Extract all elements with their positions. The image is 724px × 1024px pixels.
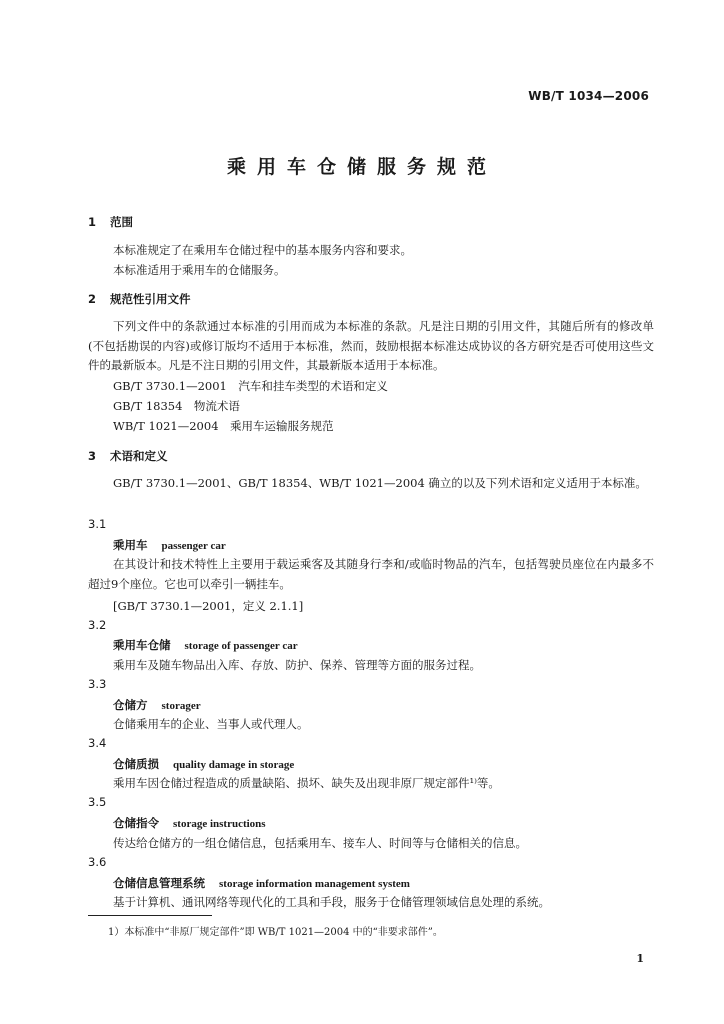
term-definition: 乘用车及随车物品出入库、存放、防护、保养、管理等方面的服务过程。 — [113, 658, 481, 672]
paragraph: 下列文件中的条款通过本标准的引用而成为本标准的条款。凡是注日期的引用文件，其随后所有的修改单(不包括勘误的内容)或修订版均不适用于本标准，然而，鼓励根据本标准达成协议的各方研究是否可使用这些文件的最新版本。凡是不注日期的引用文件，其最新版本适用于本标准。 — [88, 319, 654, 372]
clause-number: 3.6 — [88, 855, 107, 869]
section-number: 2 — [88, 292, 97, 306]
reference-item: WB/T 1021—2004 乘用车运输服务规范 — [113, 419, 334, 433]
term-en: storage of passenger car — [184, 640, 298, 652]
term-definition: 乘用车因仓储过程造成的质量缺陷、损坏、缺失及出现非原厂规定部件¹⁾等。 — [113, 776, 500, 790]
term-zh: 乘用车 — [113, 538, 148, 552]
term-definition: 基于计算机、通讯网络等现代化的工具和手段，服务于仓储管理领域信息处理的系统。 — [113, 895, 550, 909]
clause-number: 3.3 — [88, 677, 107, 691]
term-definition: 仓储乘用车的企业、当事人或代理人。 — [113, 717, 309, 731]
term-zh: 仓储信息管理系统 — [113, 876, 205, 890]
section-title: 规范性引用文件 — [110, 292, 191, 306]
document-title: 乘用车仓储服务规范 — [226, 156, 497, 178]
section-title: 范围 — [110, 215, 133, 229]
reference-item: GB/T 18354 物流术语 — [113, 399, 240, 413]
section-3-heading — [88, 448, 168, 464]
term-source: [GB/T 3730.1—2001，定义 2.1.1] — [113, 599, 304, 613]
term-entry — [113, 875, 410, 891]
footnote: 1）本标准中“非原厂规定部件”即 WB/T 1021—2004 中的“非要求部件”。 — [108, 927, 443, 938]
term-entry — [113, 697, 201, 713]
term-en: storage information management system — [219, 878, 410, 890]
term-en: passenger car — [161, 540, 226, 552]
term-zh: 仓储质损 — [113, 757, 159, 771]
clause-number: 3.2 — [88, 618, 107, 632]
page-number: 1 — [636, 952, 644, 965]
term-zh: 仓储方 — [113, 698, 148, 712]
standard-code: WB/T 1034—2006 — [528, 89, 649, 103]
term-entry — [113, 815, 266, 831]
section-number: 1 — [88, 215, 97, 229]
term-en: quality damage in storage — [173, 759, 295, 771]
paragraph: 本标准适用于乘用车的仓储服务。 — [113, 263, 286, 277]
term-zh: 仓储指令 — [113, 816, 159, 830]
paragraph: GB/T 3730.1—2001、GB/T 18354、WB/T 1021—2004 确立的以及下列术语和定义适用于本标准。 — [113, 476, 647, 490]
term-en: storager — [161, 700, 201, 712]
term-definition: 传达给仓储方的一组仓储信息，包括乘用车、接车人、时间等与仓储相关的信息。 — [113, 836, 527, 850]
paragraph: 本标准规定了在乘用车仓储过程中的基本服务内容和要求。 — [113, 243, 412, 257]
section-1-heading — [88, 214, 133, 230]
section-title: 术语和定义 — [110, 449, 168, 463]
footnote-divider — [88, 915, 212, 916]
term-definition: 在其设计和技术特性上主要用于载运乘客及其随身行李和/或临时物品的汽车，包括驾驶员座位在内最多不超过9个座位。它也可以牵引一辆挂车。 — [88, 557, 654, 591]
clause-number: 3.5 — [88, 795, 107, 809]
section-2-heading — [88, 291, 191, 307]
reference-item: GB/T 3730.1—2001 汽车和挂车类型的术语和定义 — [113, 379, 388, 393]
term-en: storage instructions — [173, 818, 266, 830]
section-number: 3 — [88, 449, 97, 463]
term-entry — [113, 637, 298, 653]
clause-number: 3.4 — [88, 736, 107, 750]
term-zh: 乘用车仓储 — [113, 638, 171, 652]
clause-number: 3.1 — [88, 517, 107, 531]
term-entry — [113, 756, 294, 772]
term-entry — [113, 537, 226, 553]
